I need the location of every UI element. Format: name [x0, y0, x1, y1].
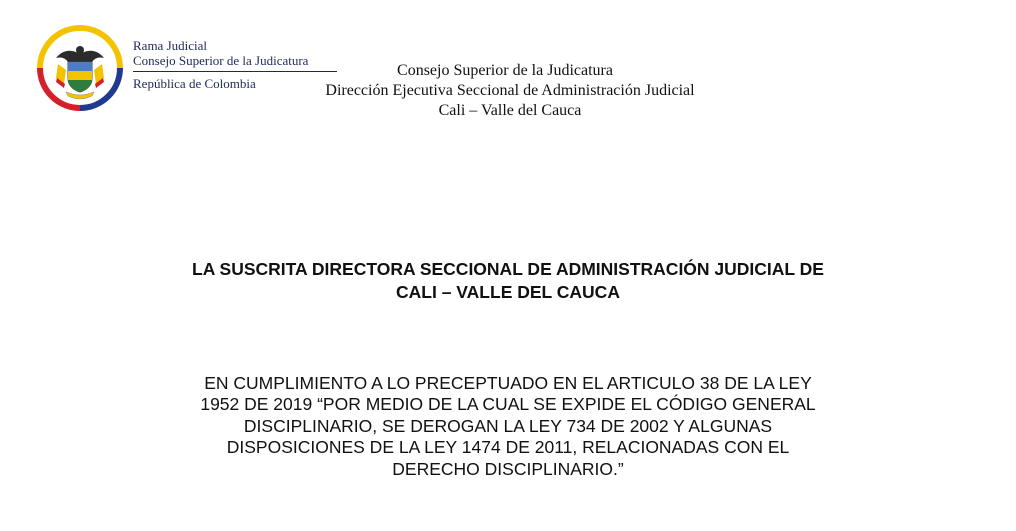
brand-republica: República de Colombia: [133, 76, 256, 91]
title-line-2: CALI – VALLE DEL CAUCA: [396, 282, 620, 302]
brand-consejo-superior: Consejo Superior de la Judicatura: [133, 53, 309, 68]
document-title: [100, 258, 916, 304]
body-line-5: DERECHO DISCIPLINARIO.”: [392, 458, 624, 479]
coat-of-arms-logo: [36, 24, 124, 112]
body-line-2: 1952 DE 2019 “POR MEDIO DE LA CUAL SE EXPIDE EL CÓDIGO GENERAL: [200, 394, 816, 415]
header-line-consejo: Consejo Superior de la Judicatura: [397, 62, 613, 79]
body-line-1: EN CUMPLIMIENTO A LO PRECEPTUADO EN EL ARTICULO 38 DE LA LEY: [204, 373, 812, 393]
body-line-4: DISPOSICIONES DE LA LEY 1474 DE 2011, RELACIONADAS CON EL: [226, 437, 790, 458]
letterhead-header: [280, 61, 740, 121]
header-line-direccion: Dirección Ejecutiva Seccional de Administración Judicial: [325, 82, 695, 99]
brand-rama-judicial: Rama Judicial: [133, 38, 208, 53]
header-line-ciudad: Cali – Valle del Cauca: [438, 102, 582, 119]
document-body: [100, 373, 916, 480]
body-line-3: DISCIPLINARIO, SE DEROGAN LA LEY 734 DE 2002 Y ALGUNAS: [243, 415, 773, 436]
title-line-1: LA SUSCRITA DIRECTORA SECCIONAL DE ADMINISTRACIÓN JUDICIAL DE: [192, 259, 824, 279]
